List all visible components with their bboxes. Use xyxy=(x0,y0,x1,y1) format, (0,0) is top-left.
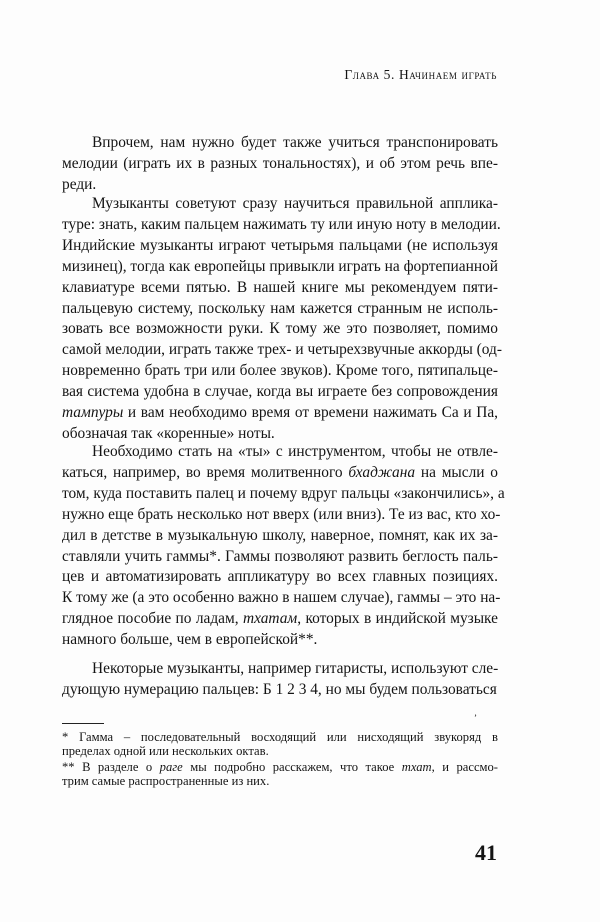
text-segment: Музыканты советуют сразу научиться правильной апплика- xyxy=(92,195,498,212)
text-segment: мы подробно расскажем, что такое xyxy=(182,760,402,774)
text-line xyxy=(62,361,498,381)
page-number: 41 xyxy=(475,840,497,865)
text-segment: том, куда поставить палец и почему вдруг пальцы «закончились», а xyxy=(62,484,505,502)
text-segment: мизинец), тогда как европейцы привыкли играть на фортепианной xyxy=(62,257,498,275)
text-segment: К тому же (а это особенно важно в нашем случае), гаммы – это на- xyxy=(62,589,501,607)
text-line xyxy=(62,403,498,423)
text-segment: Впрочем, нам нужно будет также учиться транспонировать xyxy=(92,134,498,151)
text-segment: дил в детстве в музыкальную школу, наверное, помнят, как их за- xyxy=(62,526,498,544)
text-segment: трим самые распространенные из них. xyxy=(62,774,270,788)
text-line xyxy=(92,133,498,153)
text-line xyxy=(62,257,498,277)
italic-term: тхат xyxy=(401,760,432,774)
italic-term: тампуры xyxy=(62,404,124,421)
text-line xyxy=(92,194,498,214)
text-segment: Индийские музыканты играют четырьмя пальцами (не используя xyxy=(62,236,498,254)
text-line xyxy=(62,424,498,444)
text-line xyxy=(62,382,498,402)
text-line xyxy=(62,236,498,256)
text-segment: реди. xyxy=(62,175,97,193)
footnote-divider xyxy=(62,723,104,724)
text-line xyxy=(62,526,498,546)
text-line xyxy=(62,319,498,339)
text-segment: , и рассмо- xyxy=(431,760,498,774)
text-segment: туре: знать, каким пальцем нажимать ту или иную ноту в мелодии. xyxy=(62,215,501,233)
text-segment: на мысли о xyxy=(415,463,498,481)
text-segment: и вам необходимо время от времени нажимать Са и Па, xyxy=(123,404,498,421)
text-segment: самой мелодии, играть также трех- и четырехзвучные аккорды (од- xyxy=(62,341,502,359)
text-line xyxy=(62,609,498,629)
text-segment: зовать все возможности руки. К тому же это позволяет, помимо xyxy=(62,320,498,338)
footnote-line xyxy=(62,730,498,744)
running-header: Глава 5. Начинаем играть xyxy=(344,67,497,82)
text-segment: пределах одной или нескольких октав. xyxy=(62,744,269,758)
text-segment: * Гамма – последовательный восходящий или нисходящий звукоряд в xyxy=(62,730,498,744)
text-line xyxy=(62,340,502,360)
text-line xyxy=(62,630,498,650)
text-line xyxy=(62,680,498,700)
text-line xyxy=(62,278,498,298)
italic-term: тхатам xyxy=(242,610,298,628)
scan-mark: ʼ xyxy=(474,713,477,723)
footnote-line xyxy=(62,774,498,788)
text-segment: , которых в индийской музыке xyxy=(297,610,498,628)
text-segment: клавиатуре всеми пятью. В нашей книге мы рекомендуем пяти- xyxy=(62,278,498,296)
text-line xyxy=(62,154,498,174)
text-line xyxy=(92,659,498,679)
text-line xyxy=(62,505,501,525)
text-segment: Некоторые музыканты, например гитаристы, используют сле- xyxy=(92,660,499,677)
text-segment: ** В разделе о xyxy=(62,760,160,774)
text-segment: вая система удобна в случае, когда вы играете без сопровождения xyxy=(62,383,498,401)
text-segment: нужно еще брать несколько нот вверх (или вниз). Те из вас, кто хо- xyxy=(62,505,501,523)
text-line xyxy=(62,175,498,195)
footnote-line xyxy=(62,744,498,758)
text-line xyxy=(62,299,498,319)
text-line xyxy=(62,215,501,235)
text-segment: ставляли учить гаммы*. Гаммы позволяют развить беглость паль- xyxy=(62,547,498,565)
text-segment: дующую нумерацию пальцев: Б 1 2 3 4, но мы будем пользоваться xyxy=(62,680,497,698)
text-segment: цев и автоматизировать аппликатуру во всех главных позициях. xyxy=(62,568,498,586)
text-line xyxy=(92,442,498,462)
text-line xyxy=(62,463,498,483)
text-segment: мелодии (играть их в разных тональностях), и об этом речь впе- xyxy=(62,154,498,172)
italic-term: бхаджана xyxy=(348,463,416,481)
text-segment: обозначая так «коренные» ноты. xyxy=(62,424,275,442)
text-segment: намного больше, чем в европейской**. xyxy=(62,631,318,649)
italic-term: раге xyxy=(159,760,183,774)
text-line xyxy=(62,484,505,504)
text-line xyxy=(62,547,498,567)
text-line xyxy=(62,567,498,587)
text-segment: глядное пособие по ладам, xyxy=(62,610,243,628)
text-segment: пальцевую систему, поскольку нам кажется странным не исполь- xyxy=(62,299,498,317)
text-line xyxy=(62,588,501,608)
text-segment: Необходимо стать на «ты» с инструментом, чтобы не отвле- xyxy=(92,443,498,460)
text-segment: каться, например, во время молитвенного xyxy=(62,463,349,481)
text-segment: новременно брать три или более звуков). Кроме того, пятипальце- xyxy=(62,362,498,380)
footnote-line xyxy=(62,760,498,774)
